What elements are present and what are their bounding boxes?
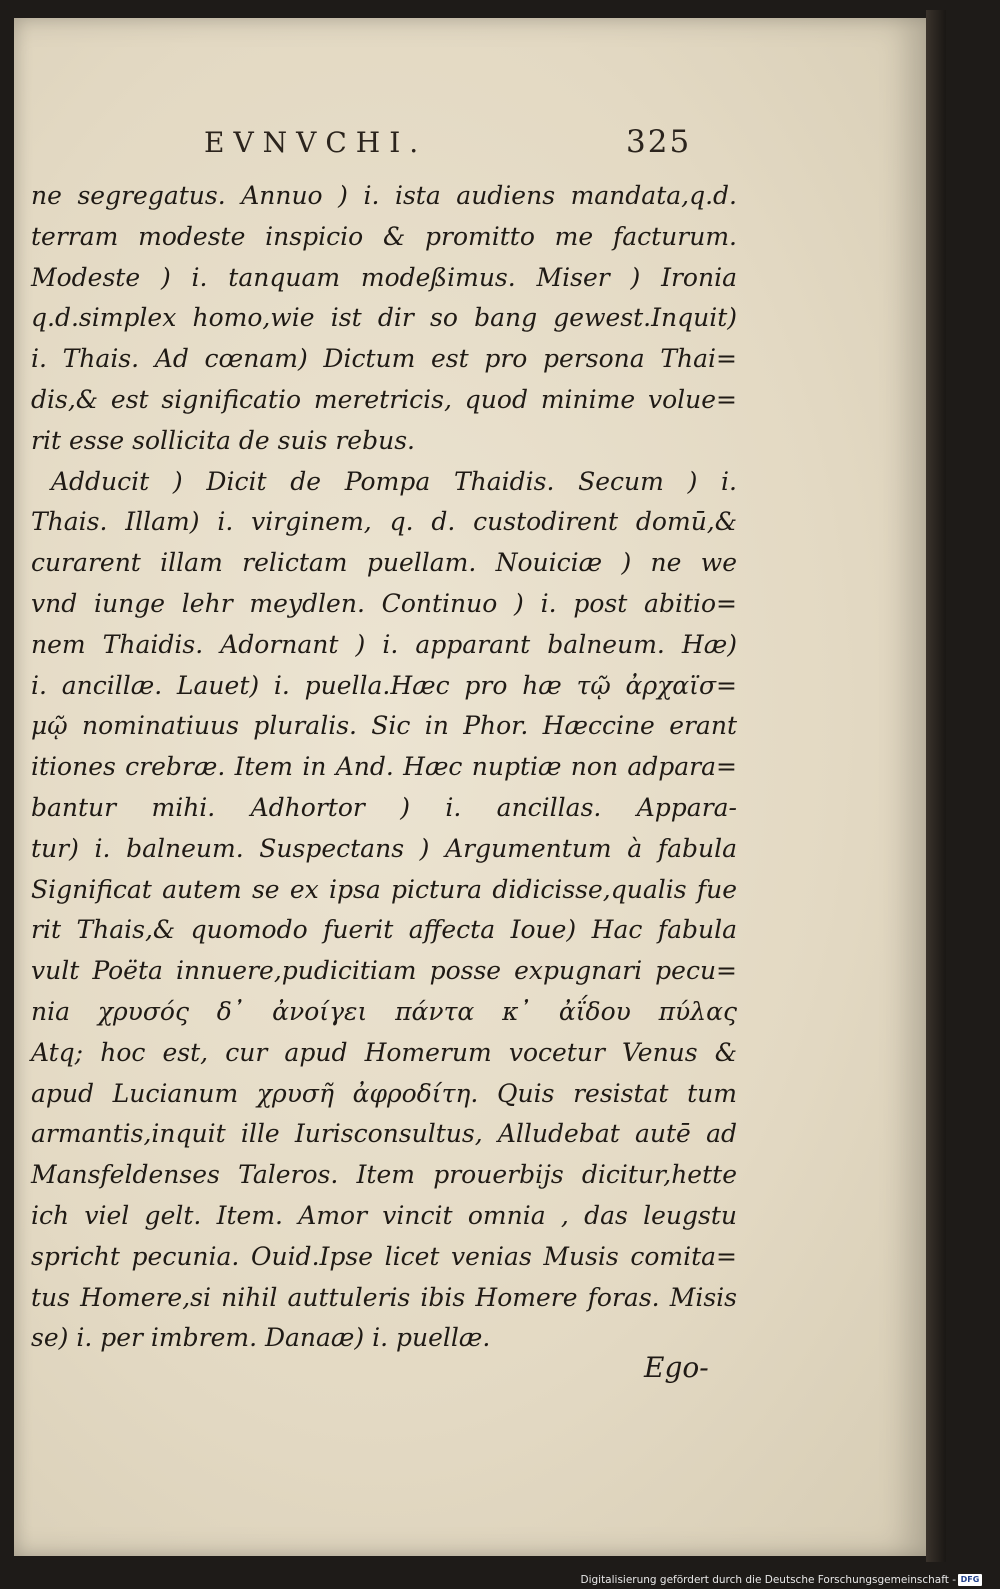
text-line: se) i. per imbrem. Danaæ) i. puellæ. — [31, 1323, 491, 1353]
text-line: nia χρυσός δ᾽ ἀνοίγει πάντα κ᾽ ἀΐδου πύλας — [31, 996, 737, 1026]
text-line: i. ancillæ. Lauet) i. puella.Hæc pro hæ τῷ ἀρχαϊσ= — [31, 670, 737, 700]
text-line: curarent illam relictam puellam. Nouiciæ ) ne we — [31, 548, 737, 578]
text-line: Mansfeldenses Taleros. Item prouerbijs dicitur,hette — [31, 1160, 737, 1190]
text-line: vnd iunge lehr meydlen. Continuo ) i. post abitio= — [31, 588, 737, 618]
text-line: spricht pecunia. Ouid.Ipse licet venias Musis comita= — [31, 1241, 737, 1271]
text-line: armantis,inquit ille Iurisconsultus, Alludebat autē ad — [31, 1119, 737, 1149]
book-page — [14, 18, 926, 1556]
text-line: Modeste ) i. tanquam modeßimus. Miser ) Ironia — [31, 262, 737, 292]
text-line: bantur mihi. Adhortor ) i. ancillas. Appara- — [31, 792, 737, 822]
catchword: Ego- — [644, 1351, 709, 1384]
text-line: ne segregatus. Annuo ) i. ista audiens mandata,q.d. — [31, 181, 737, 210]
text-line: apud Lucianum χρυσῆ ἀφροδίτη. Quis resistat tum — [31, 1078, 737, 1108]
text-line: Thais. Illam) i. virginem, q. d. custodirent domū,& — [31, 507, 737, 537]
book-page-edge — [926, 10, 946, 1562]
text-line: nem Thaidis. Adornant ) i. apparant balneum. Hæ) — [31, 629, 737, 659]
text-line: itiones crebræ. Item in And. Hæc nuptiæ non adpara= — [31, 752, 737, 782]
text-line: terram modeste inspicio & promitto me facturum. — [31, 221, 737, 251]
text-line: dis,& est significatio meretricis, quod minime volue= — [31, 384, 737, 414]
dfg-logo: DFG — [958, 1574, 982, 1586]
text-line: Adducit ) Dicit de Pompa Thaidis. Secum ) i. — [51, 466, 737, 496]
body-text — [31, 176, 737, 1359]
text-line: q.d.simplex homo,wie ist dir so bang gewest.Inquit) — [31, 303, 737, 333]
text-line: i. Thais. Ad cœnam) Dictum est pro persona Thai= — [31, 344, 737, 374]
text-line: rit esse sollicita de suis rebus. — [31, 425, 415, 455]
text-line: vult Poëta innuere,pudicitiam posse expugnari pecu= — [31, 956, 737, 986]
page-header — [14, 126, 926, 176]
text-line: Significat autem se ex ipsa pictura didicisse,qualis fue — [31, 874, 737, 904]
text-line: μῷ nominatiuus pluralis. Sic in Phor. Hæccine erant — [31, 711, 737, 741]
text-line: rit Thais,& quomodo fuerit affecta Ioue) Hac fabula — [31, 915, 737, 945]
text-line: Atq; hoc est, cur apud Homerum vocetur Venus & — [31, 1037, 737, 1067]
footer-credit: Digitalisierung gefördert durch die Deutsche Forschungsgemeinschaft - — [580, 1574, 956, 1586]
text-line: tur) i. balneum. Suspectans ) Argumentum à fabula — [31, 833, 737, 863]
text-line: ich viel gelt. Item. Amor vincit omnia , das leugstu — [31, 1200, 737, 1230]
running-head: EVNVCHI. — [204, 126, 428, 159]
page-number: 325 — [626, 124, 692, 160]
text-line: tus Homere,si nihil auttuleris ibis Homere foras. Misis — [31, 1282, 737, 1312]
